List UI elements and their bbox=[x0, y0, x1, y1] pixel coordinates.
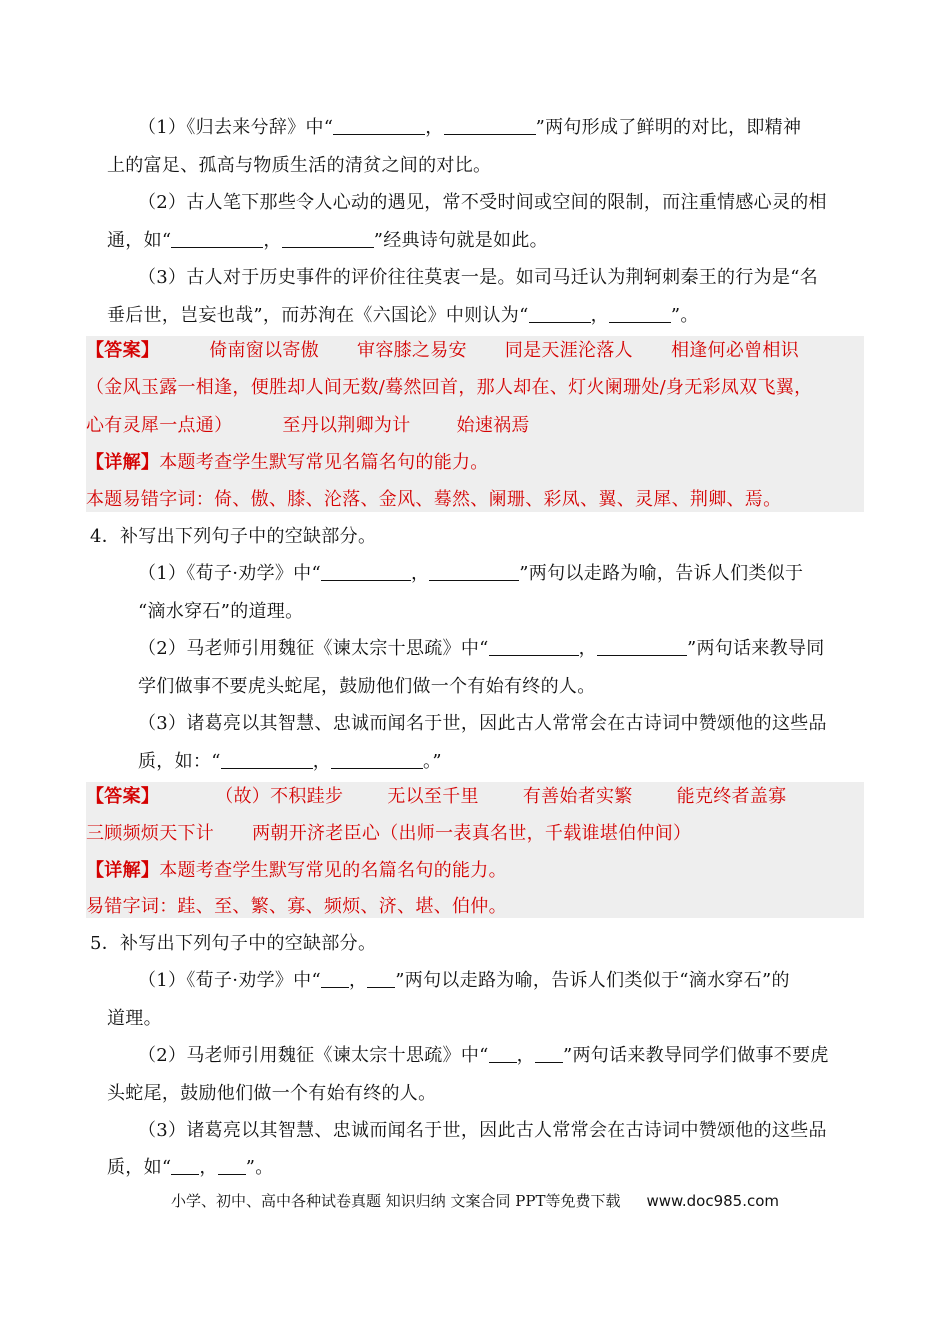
q4-item-1: （1）《荀子·劝学》中“ ， ”两句以走路为喻，告诉人们类似于 bbox=[138, 563, 804, 584]
q3-answer-line-1: 【答案】 倚南窗以寄傲 审容膝之易安 同是天涯沦落人 相逢何必曾相识 bbox=[86, 340, 800, 361]
answer-blank[interactable] bbox=[333, 116, 425, 135]
answer-blank[interactable] bbox=[171, 1156, 199, 1175]
footer-link[interactable]: www.doc985.com bbox=[646, 1192, 780, 1210]
answer-blank[interactable] bbox=[282, 229, 374, 248]
q3-error-words: 本题易错字词：倚、傲、膝、沦落、金风、蓦然、阑珊、彩凤、翼、灵犀、荆卿、焉。 bbox=[86, 489, 782, 510]
q4-answer-line-2: 三顾频烦天下计 两朝开济老臣心（出师一表真名世，千载谁堪伯仲间） bbox=[86, 823, 692, 844]
q4-title: 4．补写出下列句子中的空缺部分。 bbox=[90, 526, 377, 547]
q3-item-2-cont: 通，如“ ， ”经典诗句就是如此。 bbox=[107, 230, 548, 251]
q5-item-3-cont: 质，如“ ， ”。 bbox=[107, 1157, 274, 1178]
q4-answer-line-1: 【答案】 （故）不积跬步 无以至千里 有善始者实繁 能克终者盖寡 bbox=[86, 786, 787, 807]
q4-answer-box bbox=[86, 782, 864, 918]
q3-answer-line-3: 心有灵犀一点通） 至丹以荆卿为计 始速祸焉 bbox=[86, 415, 530, 436]
q3-answer-box bbox=[86, 336, 864, 512]
answer-blank[interactable] bbox=[597, 637, 687, 656]
answer-blank[interactable] bbox=[535, 1044, 563, 1063]
q4-item-2: （2）马老师引用魏征《谏太宗十思疏》中“ ， ”两句话来教导同 bbox=[138, 638, 825, 659]
answer-blank[interactable] bbox=[221, 750, 313, 769]
q3-item-2: （2）古人笔下那些令人心动的遇见，常不受时间或空间的限制，而注重情感心灵的相 bbox=[138, 192, 827, 213]
answer-blank[interactable] bbox=[609, 304, 671, 323]
page-footer bbox=[0, 1188, 950, 1214]
q4-item-3-cont: 质，如：“ ， 。” bbox=[138, 751, 442, 772]
answer-blank[interactable] bbox=[321, 969, 349, 988]
answer-blank[interactable] bbox=[489, 637, 579, 656]
answer-blank[interactable] bbox=[367, 969, 395, 988]
q4-item-2-cont: 学们做事不要虎头蛇尾，鼓励他们做一个有始有终的人。 bbox=[138, 676, 596, 697]
answer-blank[interactable] bbox=[529, 304, 591, 323]
answer-blank[interactable] bbox=[331, 750, 423, 769]
answer-blank[interactable] bbox=[444, 116, 536, 135]
q3-item-3: （3）古人对于历史事件的评价往往莫衷一是。如司马迁认为荆轲刺秦王的行为是“名 bbox=[138, 267, 819, 288]
footer-text: 小学、初中、高中各种试卷真题 知识归纳 文案合同 PPT等免费下载 bbox=[170, 1192, 621, 1210]
q4-detail: 【详解】本题考查学生默写常见的名篇名句的能力。 bbox=[86, 860, 507, 881]
q5-item-1: （1）《荀子·劝学》中“ ， ”两句以走路为喻，告诉人们类似于“滴水穿石”的 bbox=[138, 970, 790, 991]
q3-item-1: （1）《归去来兮辞》中“ ， ”两句形成了鲜明的对比，即精神 bbox=[138, 117, 802, 138]
q4-item-1-cont: “滴水穿石”的道理。 bbox=[138, 601, 304, 622]
q5-title: 5．补写出下列句子中的空缺部分。 bbox=[90, 933, 377, 954]
q5-item-1-cont: 道理。 bbox=[107, 1008, 162, 1029]
q3-detail: 【详解】本题考查学生默写常见名篇名句的能力。 bbox=[86, 452, 489, 473]
q5-item-2-cont: 头蛇尾，鼓励他们做一个有始有终的人。 bbox=[107, 1083, 437, 1104]
answer-blank[interactable] bbox=[218, 1156, 246, 1175]
answer-blank[interactable] bbox=[429, 562, 519, 581]
q3-item-1-cont: 上的富足、孤高与物质生活的清贫之间的对比。 bbox=[107, 155, 492, 176]
q5-item-3: （3）诸葛亮以其智慧、忠诚而闻名于世，因此古人常常会在古诗词中赞颂他的这些品 bbox=[138, 1120, 827, 1141]
q3-item-3-cont: 垂后世，岂妄也哉”，而苏洵在《六国论》中则认为“ ， ”。 bbox=[107, 305, 699, 326]
answer-blank[interactable] bbox=[321, 562, 411, 581]
q4-error-words: 易错字词：跬、至、繁、寡、频烦、济、堪、伯仲。 bbox=[86, 896, 507, 917]
q3-answer-line-2: （金风玉露一相逢，便胜却人间无数/蓦然回首，那人却在、灯火阑珊处/身无彩凤双飞翼， bbox=[86, 377, 813, 398]
answer-blank[interactable] bbox=[171, 229, 263, 248]
q4-item-3: （3）诸葛亮以其智慧、忠诚而闻名于世，因此古人常常会在古诗词中赞颂他的这些品 bbox=[138, 713, 827, 734]
q5-item-2: （2）马老师引用魏征《谏太宗十思疏》中“ ， ”两句话来教导同学们做事不要虎 bbox=[138, 1045, 829, 1066]
answer-blank[interactable] bbox=[489, 1044, 517, 1063]
